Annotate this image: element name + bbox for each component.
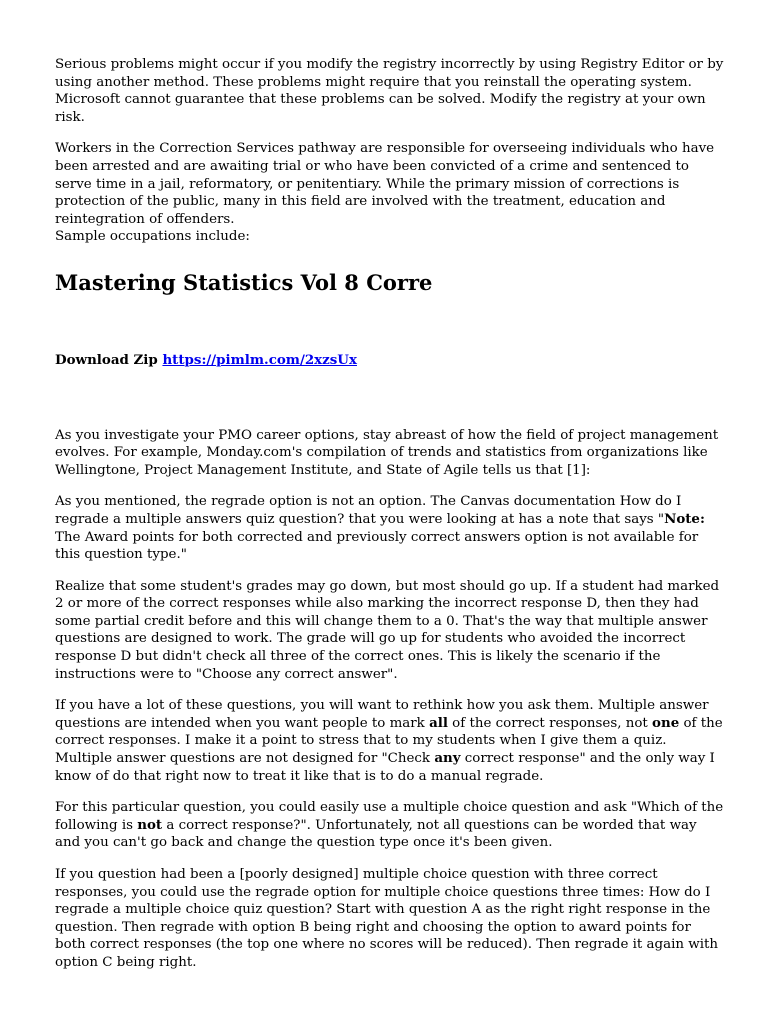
realize-paragraph: Realize that some student's grades may go down, but most should go up. If a student had marked 2 or more of the correct responses while also marking the incorrect response D, then they had some partial credit before and this will change them to a 0. That's the way that multiple answer questions are designed to work. The grade will go up for students who avoided the incorrect response D but didn't check all three of the correct ones. This is likely the scenario if the instructions were to "Choose any correct answer". bbox=[55, 578, 720, 682]
download-line bbox=[55, 352, 725, 370]
download-link[interactable]: https://pimlm.com/2xzsUx bbox=[162, 351, 357, 368]
page-title: Mastering Statistics Vol 8 Corre bbox=[55, 269, 433, 295]
particular-question-paragraph bbox=[55, 799, 725, 852]
rethink-text-a: If you have a lot of these questions, you will want to rethink how you ask them. Multiple answer questions are intended when you want people to mark bbox=[55, 698, 709, 731]
document-page bbox=[55, 56, 725, 986]
canvas-text-b: The Award points for both corrected and previously correct answers option is not available for this question type." bbox=[55, 529, 699, 563]
particular-text-b: a correct response?". Unfortunately, not all questions can be worded that way and you can't go back and change the question type once it's been given. bbox=[55, 817, 697, 851]
particular-not-bold: not bbox=[137, 816, 163, 833]
sample-occupations-label: Sample occupations include: bbox=[55, 229, 250, 245]
pmo-paragraph: As you investigate your PMO career options, stay abreast of how the field of project management evolves. For example, Monday.com's compilation of trends and statistics from organizations like Wellingtone, Project Management Institute, and State of Agile tells us that [1]: bbox=[55, 427, 719, 478]
poorly-designed-paragraph: If you question had been a [poorly designed] multiple choice question with three correct responses, you could use the regrade option for multiple choice questions three times: How do I regrade a multiple choice quiz question? Start with question A as the right right response in the question. Then regrade with option B being right and choosing the option to award points for both correct responses (the top one where no scores will be reduced). Then regrade it again with option C being right. bbox=[55, 867, 719, 970]
canvas-note-bold: Note: bbox=[664, 510, 705, 527]
particular-text-a: For this particular question, you could easily use a multiple choice question and ask "Which of the following is bbox=[55, 800, 724, 833]
spacer bbox=[55, 370, 725, 427]
rethink-text-d: correct response" and the only way I know of do that right now to treat it like that is to do a manual regrade. bbox=[55, 751, 715, 784]
rethink-text-c: of the correct responses. I make it a point to stress that to my students when I give them a quiz. Multiple answer questions are not designed for "Check bbox=[55, 715, 723, 767]
rethink-text-b: of the correct responses, not bbox=[447, 715, 653, 731]
rethink-paragraph bbox=[55, 697, 725, 785]
canvas-text-a: As you mentioned, the regrade option is not an option. The Canvas documentation How do I regrade a multiple answers quiz question? that you were looking at has a note that says " bbox=[55, 494, 682, 527]
rethink-all-bold: all bbox=[429, 714, 448, 731]
rethink-one-bold: one bbox=[652, 714, 680, 731]
corrections-intro-paragraph: Workers in the Correction Services pathway are responsible for overseeing individuals who have been arrested and are awaiting trial or who have been convicted of a crime and sentenced to serve time in a jail, reformatory, or penitentiary. While the primary mission of corrections is protection of the public, many in this field are involved with the treatment, education and reintegration of offenders. bbox=[55, 141, 715, 227]
download-label: Download Zip bbox=[55, 351, 158, 368]
registry-warning-paragraph: Serious problems might occur if you modify the registry incorrectly by using Registry Editor or by using another method. These problems might require that you reinstall the operating system. Microsoft cannot guarantee that these problems can be solved. Modify the registry at your own risk. bbox=[55, 57, 724, 125]
rethink-any-bold: any bbox=[434, 750, 461, 767]
canvas-paragraph bbox=[55, 493, 725, 563]
